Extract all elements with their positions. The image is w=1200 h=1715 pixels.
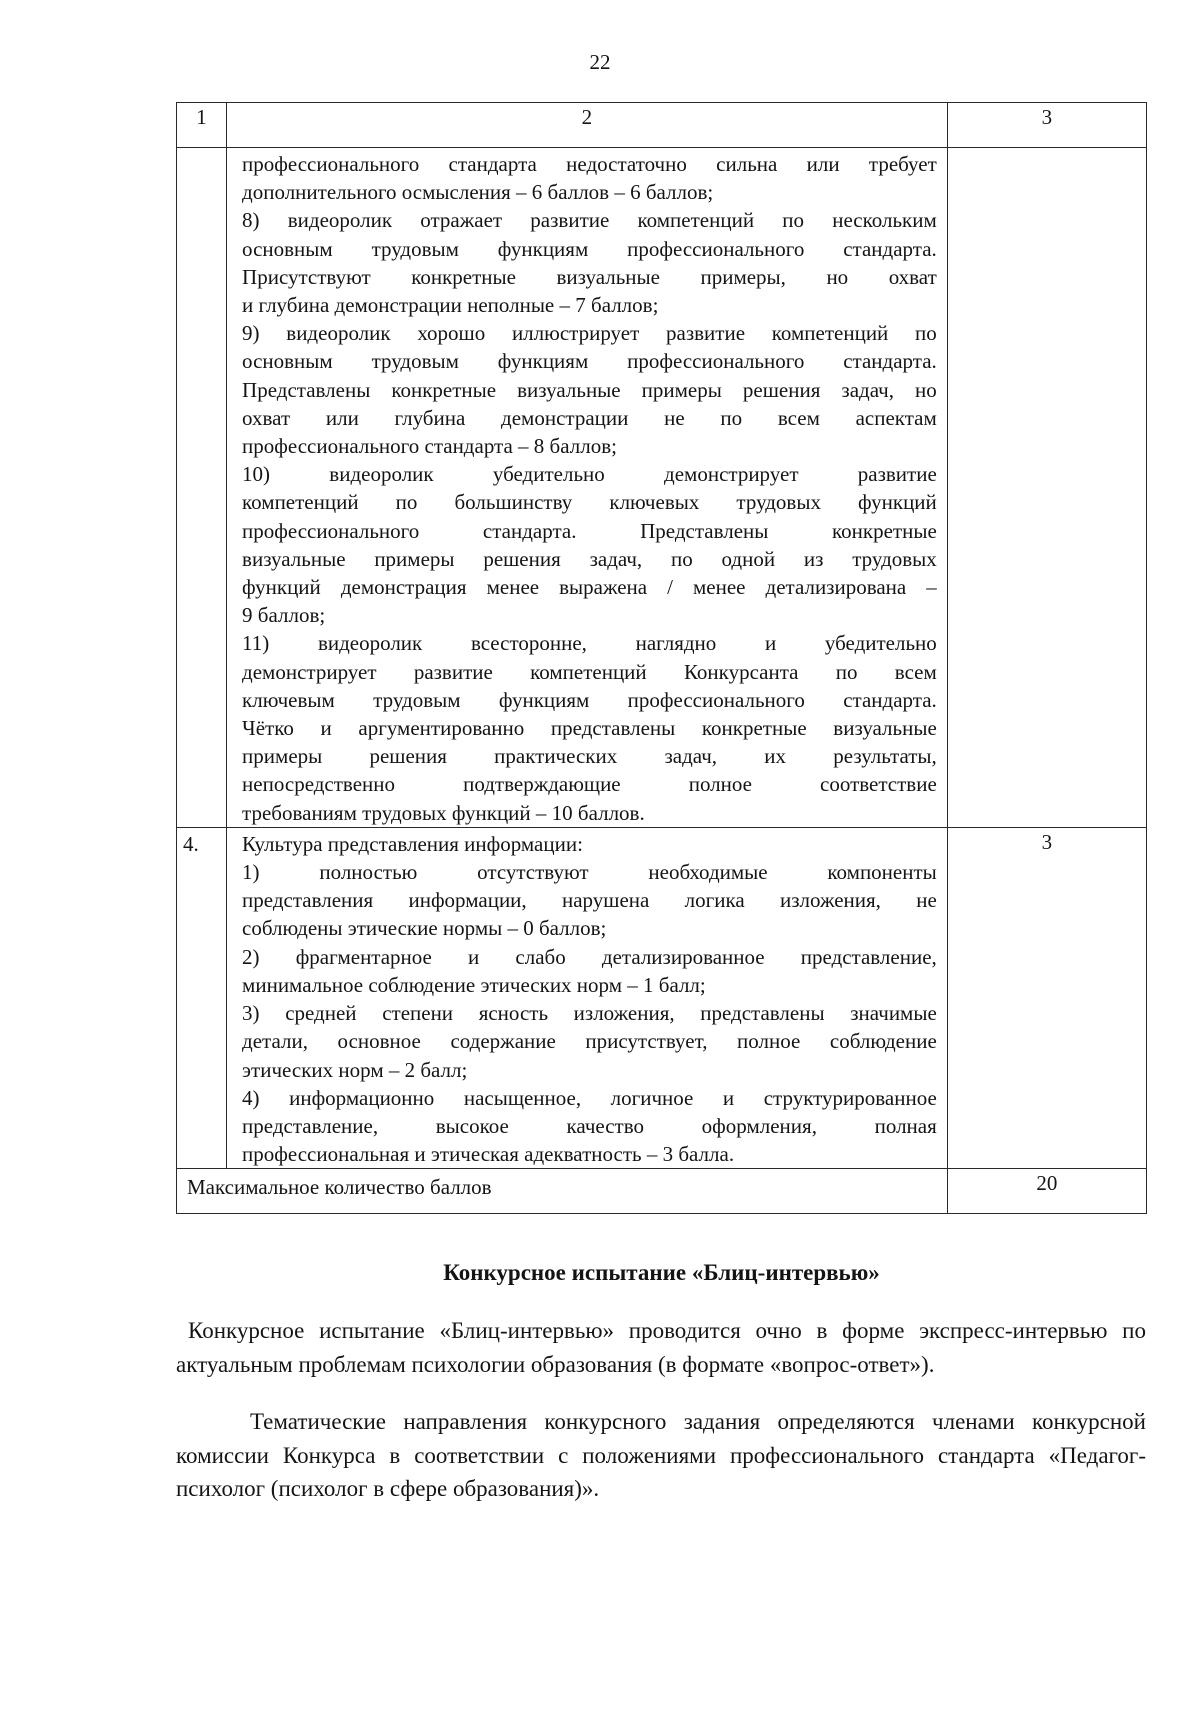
total-value: 20 — [947, 1169, 1146, 1214]
criterion-line: требованиям трудовых функций – 10 баллов. — [242, 800, 645, 825]
criterion-line: профессионального стандарта – 8 баллов; — [242, 434, 617, 459]
criterion-line: профессиональная и этическая адекватность – 3 балла. — [242, 1142, 735, 1167]
criterion-line: представление, высокое качество оформления, полная — [242, 1113, 937, 1138]
criterion-line: детали, основное содержание присутствует, полное соблюдение — [242, 1029, 937, 1054]
criterion-line: Присутствуют конкретные визуальные примеры, но охват — [242, 264, 937, 289]
criterion-line: Представлены конкретные визуальные примеры решения задач, но — [242, 377, 937, 402]
criterion-description — [227, 827, 948, 1168]
row-points: 3 — [947, 827, 1146, 1168]
criterion-line: профессионального стандарта. Представлены конкретные — [242, 518, 937, 543]
page-number: 22 — [589, 50, 611, 74]
table-header-row — [177, 103, 1147, 148]
criterion-line: Чётко и аргументированно представлены конкретные визуальные — [242, 716, 937, 741]
criterion-line: профессионального стандарта недостаточно сильна или требует — [242, 152, 937, 176]
criterion-line: основным трудовым функциям профессионального стандарта. — [242, 236, 937, 261]
criterion-line: примеры решения практических задач, их результаты, — [242, 744, 937, 769]
criterion-line: охват или глубина демонстрации не по всем аспектам — [242, 405, 937, 430]
criterion-line: Культура представления информации: — [242, 831, 583, 856]
total-label: Максимальное количество баллов — [177, 1169, 948, 1214]
body-paragraph: Конкурсное испытание «Блиц-интервью» проводится очно в форме экспресс-интервью по актуальным проблемам психологии образования (в формате «вопрос-ответ»). — [176, 1318, 1146, 1377]
criterion-line: 4) информационно насыщенное, логичное и структурированное — [242, 1085, 937, 1110]
criterion-line: 10) видеоролик убедительно демонстрирует развитие — [242, 462, 937, 487]
row-points — [947, 148, 1146, 828]
criterion-line: визуальные примеры решения задач, по одной из трудовых — [242, 546, 937, 571]
criterion-line: 2) фрагментарное и слабо детализированное представление, — [242, 944, 937, 969]
criterion-line: представления информации, нарушена логика изложения, не — [242, 888, 937, 913]
table-row — [177, 148, 1147, 828]
header-cell-points: 3 — [947, 103, 1146, 148]
section-heading: Конкурсное испытание «Блиц-интервью» — [443, 1260, 880, 1285]
criterion-line: демонстрирует развитие компетенций Конкурсанта по всем — [242, 659, 937, 684]
criterion-line: соблюдены этические нормы – 0 баллов; — [242, 916, 607, 941]
criterion-line: 1) полностью отсутствуют необходимые компоненты — [242, 860, 937, 885]
criterion-line: 11) видеоролик всесторонне, наглядно и убедительно — [242, 631, 937, 656]
criterion-line: основным трудовым функциям профессионального стандарта. — [242, 349, 937, 374]
criterion-line: этических норм – 2 балл; — [242, 1057, 468, 1082]
body-paragraph: Тематические направления конкурсного задания определяются членами конкурсной комиссии Конкурса в соответствии с положениями профессионального стандарта «Педагог-психолог (психолог в сфере образования)». — [176, 1409, 1146, 1501]
total-row — [177, 1169, 1147, 1214]
criterion-line: непосредственно подтверждающие полное соответствие — [242, 772, 937, 797]
criterion-description — [227, 148, 948, 828]
header-cell-number: 1 — [177, 103, 227, 148]
table-row — [177, 827, 1147, 1168]
criterion-line: ключевым трудовым функциям профессионального стандарта. — [242, 687, 937, 712]
criterion-line: и глубина демонстрации неполные – 7 баллов; — [242, 293, 659, 318]
criterion-line: компетенций по большинству ключевых трудовых функций — [242, 490, 937, 515]
criterion-line: 9) видеоролик хорошо иллюстрирует развитие компетенций по — [242, 321, 937, 346]
criterion-line: функций демонстрация менее выражена / менее детализирована – — [242, 575, 937, 600]
row-number: 4. — [177, 827, 227, 1168]
row-number — [177, 148, 227, 828]
criterion-line: дополнительного осмысления – 6 баллов – 6 баллов; — [242, 180, 714, 205]
criterion-line: 3) средней степени ясность изложения, представлены значимые — [242, 1001, 937, 1026]
criteria-table — [176, 102, 1147, 1214]
criterion-line: 8) видеоролик отражает развитие компетенций по нескольким — [242, 208, 937, 233]
criterion-line: минимальное соблюдение этических норм – 1 балл; — [242, 972, 706, 997]
header-cell-criterion: 2 — [227, 103, 948, 148]
criterion-line: 9 баллов; — [242, 603, 326, 628]
